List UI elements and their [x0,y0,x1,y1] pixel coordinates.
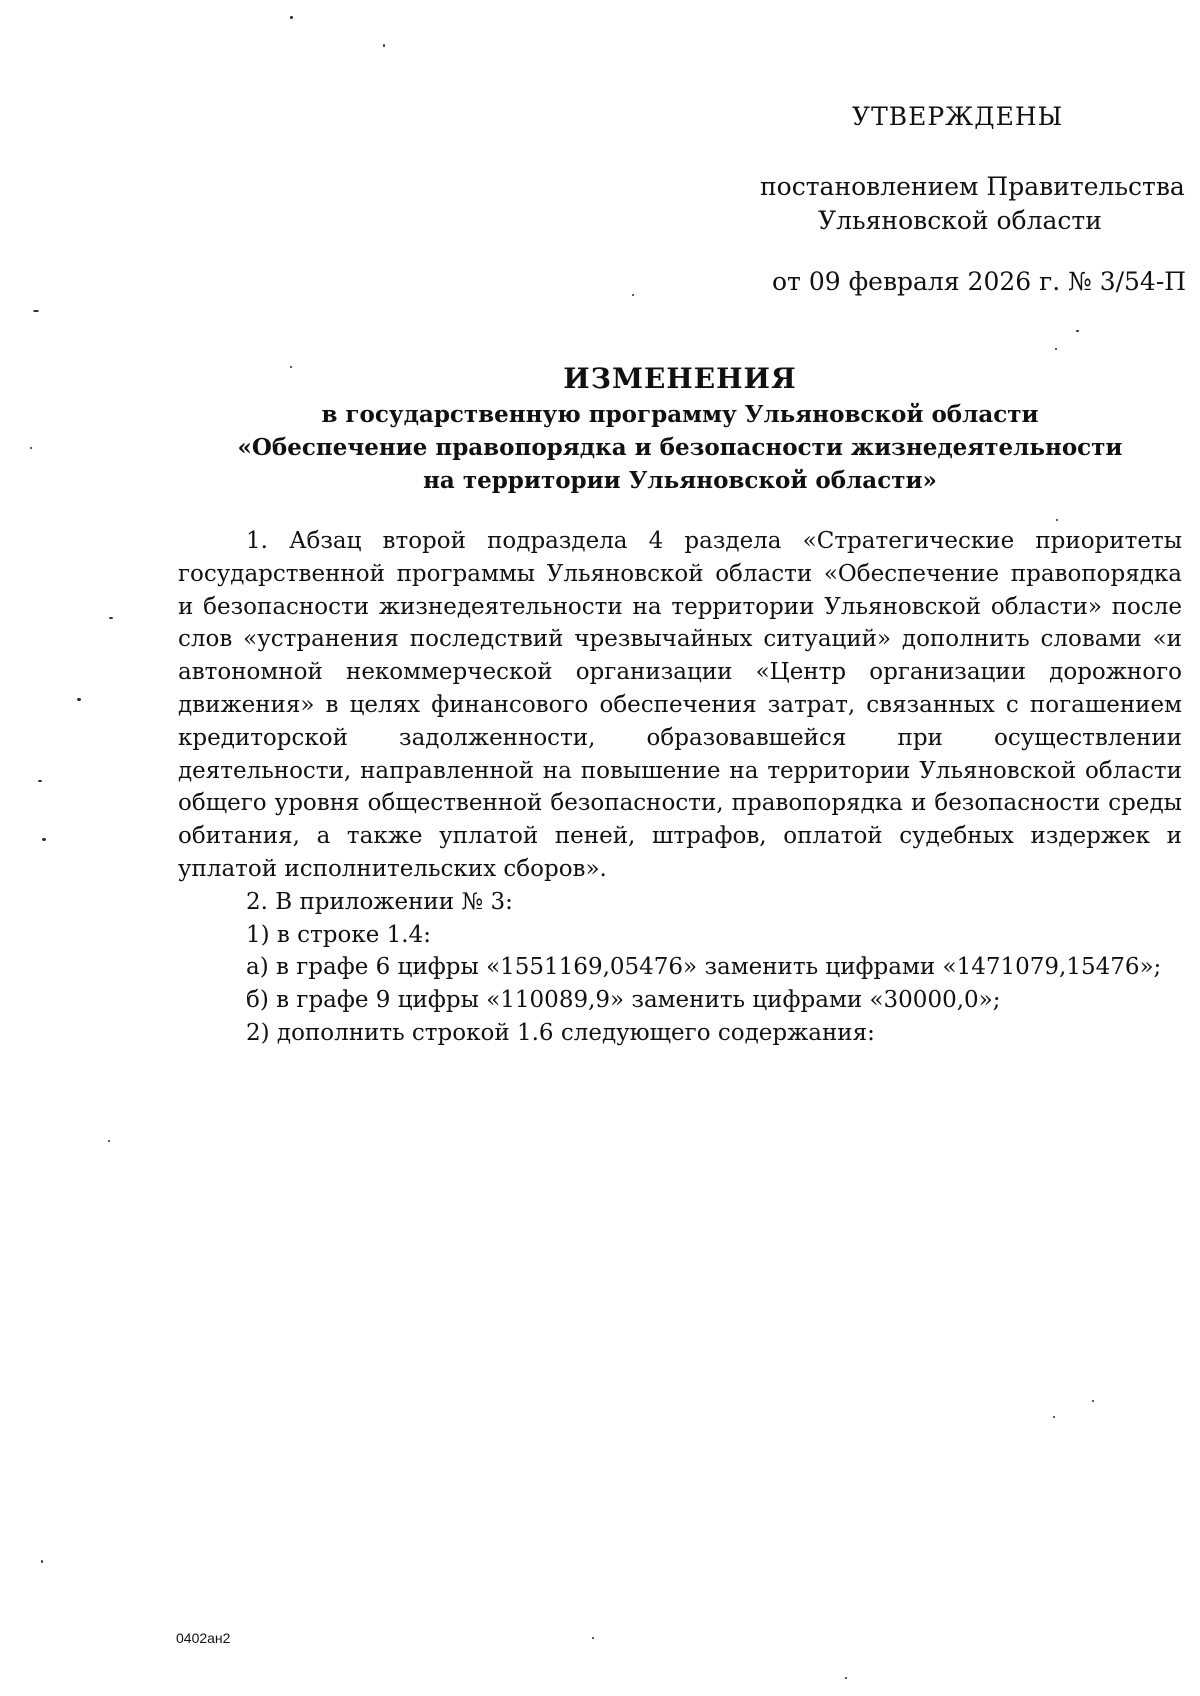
paragraph-1: 1. Абзац второй подраздела 4 раздела «Стратегические приоритеты государственной программы Ульяновской области «Обеспечение правопорядка и безопасности жизнедеятельности на территории Ульяновской области» после слов «устранения последствий чрезвычайных ситуаций» дополнить словами «и автономной некоммерческой организации «Центр организации дорожного движения» в целях финансового обеспечения затрат, связанных с погашением кредиторской задолженности, образовавшейся при осуществлении деятельности, направленной на повышение на территории Ульяновской области общего уровня общественной безопасности, правопорядка и безопасности среды обитания, а также уплатой пеней, штрафов, оплатой судебных издержек и уплатой исполнительских сборов». [178,528,1182,882]
item-2: 2. В приложении № 3: [246,888,513,915]
scan-speck [108,1140,110,1142]
scan-speck [1055,348,1057,350]
scan-speck [33,310,39,312]
scan-speck [290,366,292,368]
footer-code: 0402ан2 [176,1630,231,1646]
scan-speck [845,1677,847,1679]
title-main: ИЗМЕНЕНИЯ [563,362,797,395]
item-2-1: 1) в строке 1.4: [246,921,431,948]
scan-speck [383,44,385,47]
item-2-1-b: б) в графе 9 цифры «110089,9» заменить цифрами «30000,0»; [246,987,1001,1014]
scan-speck [592,1637,594,1639]
scan-speck [1092,1400,1094,1402]
scan-speck [109,617,113,619]
document-title [180,360,1180,497]
scan-speck [38,780,42,782]
scan-speck [632,294,634,296]
scan-speck [1076,330,1079,332]
document-body [178,525,1182,1050]
approval-heading: УТВЕРЖДЕНЫ [852,102,1064,131]
approval-authority-line: постановлением Правительства [760,172,1185,201]
scan-speck [290,16,293,19]
approval-authority [760,170,1185,238]
title-line: на территории Ульяновской области» [423,467,937,494]
approval-authority-line: Ульяновской области [818,206,1102,235]
item-2-2: 2) дополнить строкой 1.6 следующего содержания: [246,1019,875,1046]
scan-speck [41,1560,43,1563]
scan-speck [30,447,32,449]
item-2-1-a: а) в графе 6 цифры «1551169,05476» заменить цифрами «1471079,15476»; [246,954,1162,981]
scan-speck [77,698,81,701]
title-line: «Обеспечение правопорядка и безопасности жизнедеятельности [237,434,1123,461]
title-line: в государственную программу Ульяновской области [321,401,1039,428]
scan-speck [1056,519,1058,521]
scan-speck [1053,1416,1055,1418]
scan-speck [42,838,46,841]
approval-date: от 09 февраля 2026 г. № 3/54-П [772,267,1187,296]
